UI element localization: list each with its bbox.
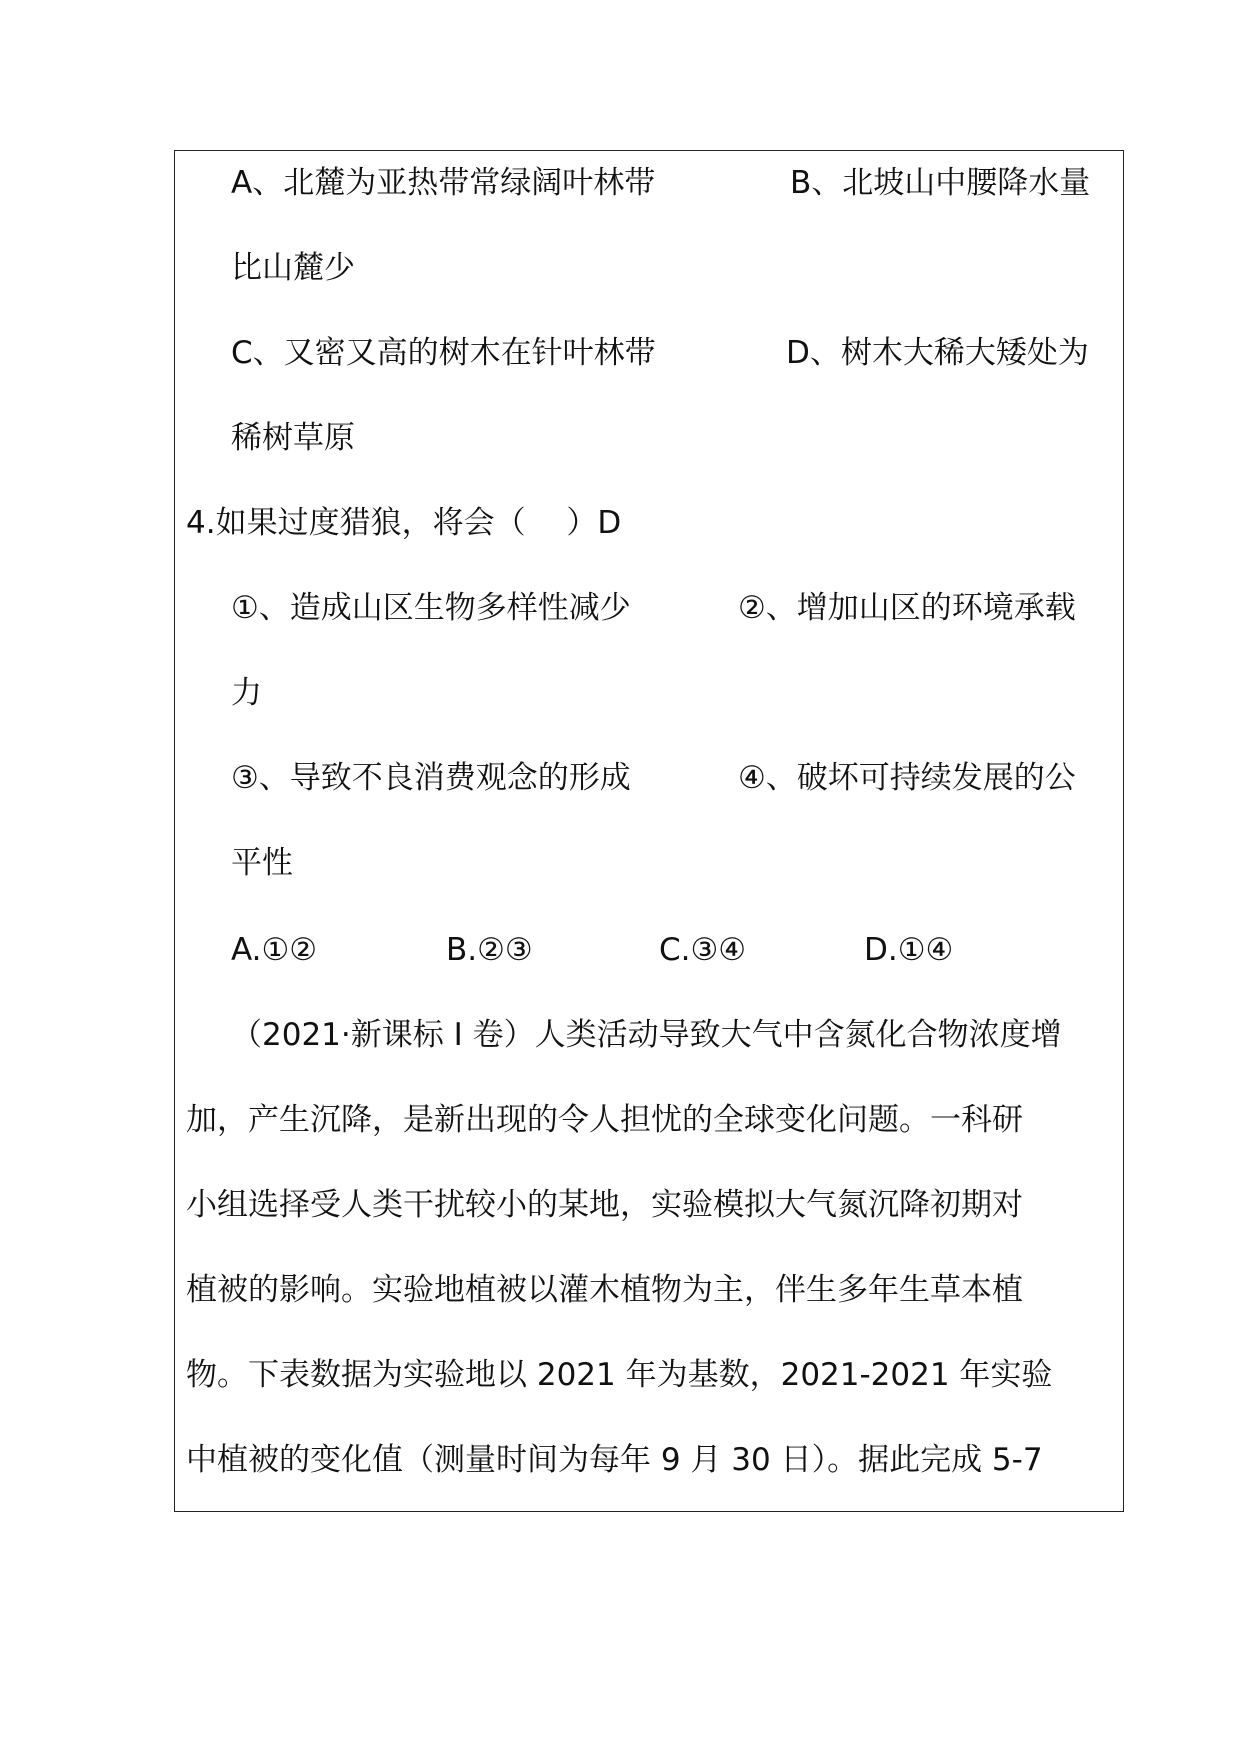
q3-option-d-continued: 稀树草原 bbox=[231, 420, 355, 456]
q4-stem: 4.如果过度猎狼，将会（ ）D bbox=[186, 505, 622, 541]
q3-option-a: A、北麓为亚热带常绿阔叶林带 bbox=[231, 165, 656, 201]
q3-option-b-continued: 比山麓少 bbox=[231, 250, 355, 286]
passage-line-5: 物。下表数据为实验地以 2021 年为基数，2021-2021 年实验 bbox=[186, 1357, 1053, 1393]
q4-choice-c: C.③④ bbox=[659, 932, 747, 968]
passage-line-6: 中植被的变化值（测量时间为每年 9 月 30 日）。据此完成 5-7 bbox=[186, 1442, 1043, 1478]
passage-line-2: 加，产生沉降，是新出现的令人担忧的全球变化问题。一科研 bbox=[186, 1102, 1023, 1138]
passage-line-4: 植被的影响。实验地植被以灌木植物为主，伴生多年生草本植 bbox=[186, 1272, 1023, 1308]
q4-choice-a: A.①② bbox=[231, 932, 318, 968]
q4-choice-b: B.②③ bbox=[446, 932, 533, 968]
q3-option-d: D、树木大稀大矮处为 bbox=[786, 335, 1089, 371]
q3-option-b: B、北坡山中腰降水量 bbox=[790, 165, 1091, 201]
q4-item-4: ④、破坏可持续发展的公 bbox=[738, 760, 1076, 796]
q4-item-2: ②、增加山区的环境承载 bbox=[738, 590, 1076, 626]
passage-line-1: （2021·新课标 I 卷）人类活动导致大气中含氮化合物浓度增 bbox=[231, 1017, 1062, 1053]
q3-option-c: C、又密又高的树木在针叶林带 bbox=[231, 335, 656, 371]
q4-item-3: ③、导致不良消费观念的形成 bbox=[231, 760, 631, 796]
q4-choice-d: D.①④ bbox=[864, 932, 954, 968]
q4-item-1: ①、造成山区生物多样性减少 bbox=[231, 590, 631, 626]
passage-line-3: 小组选择受人类干扰较小的某地，实验模拟大气氮沉降初期对 bbox=[186, 1187, 1023, 1223]
q4-item-2-continued: 力 bbox=[231, 675, 262, 711]
q4-item-4-continued: 平性 bbox=[231, 845, 293, 881]
